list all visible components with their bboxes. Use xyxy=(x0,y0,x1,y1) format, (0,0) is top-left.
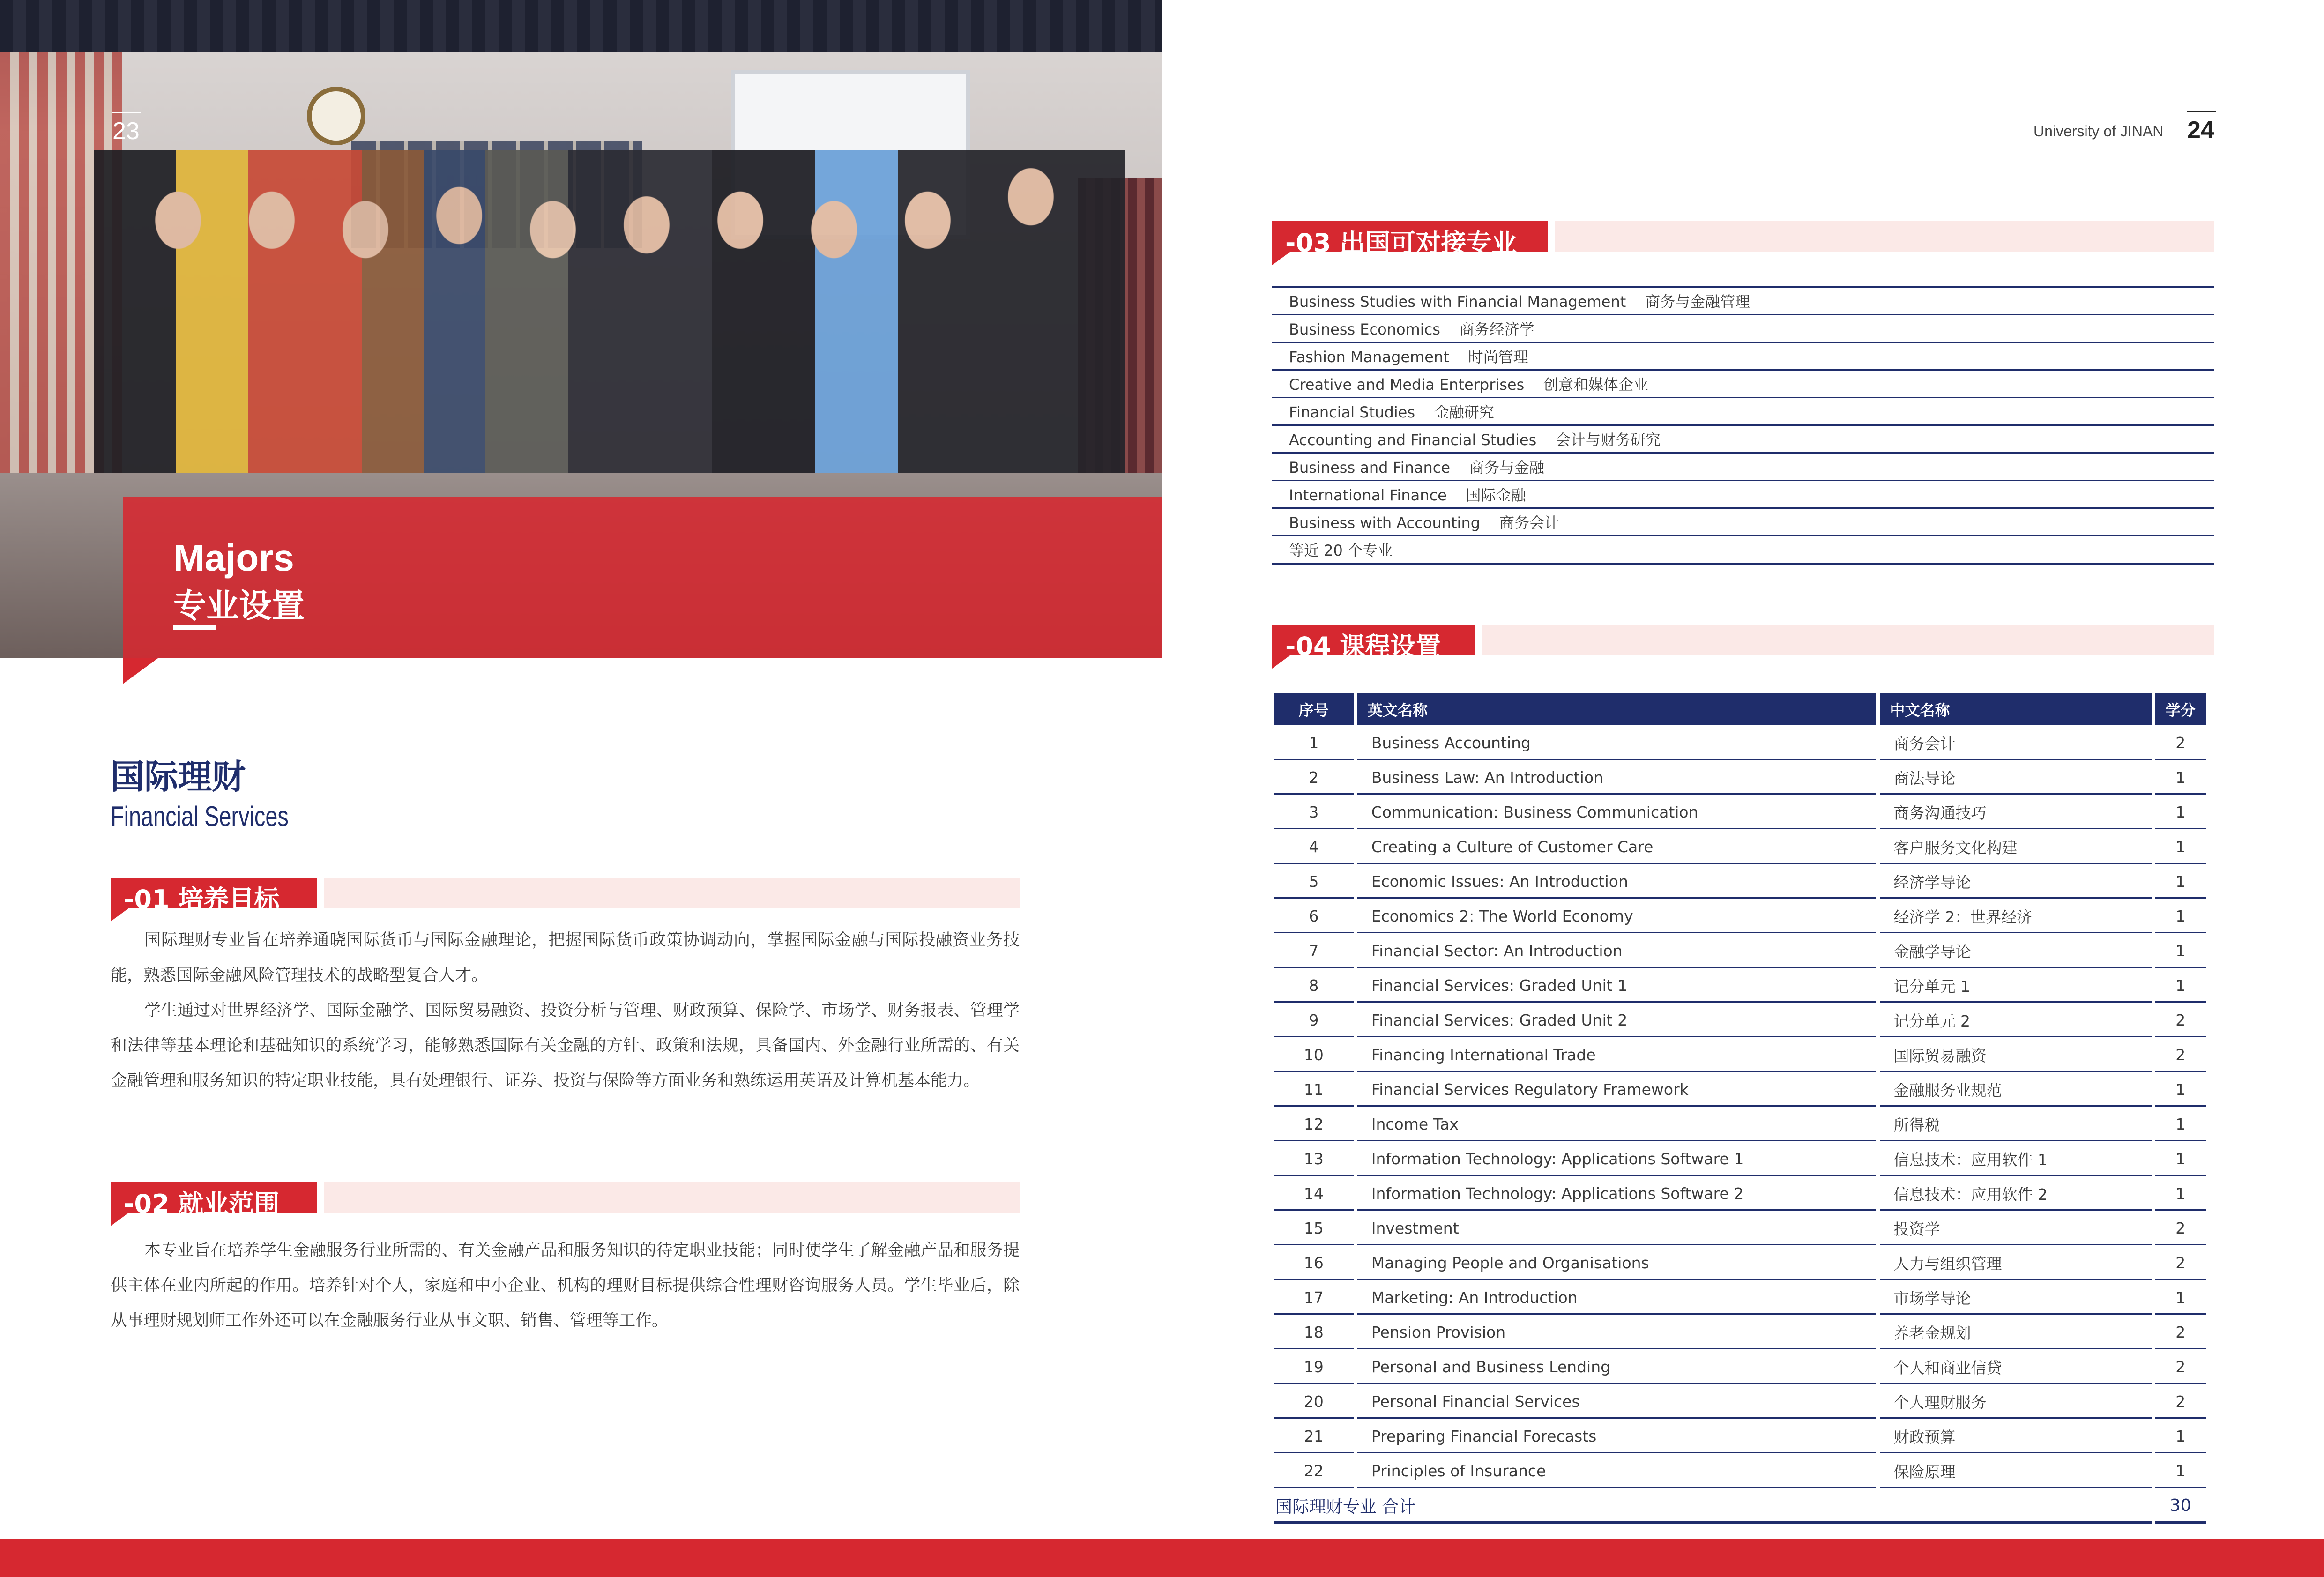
cell-credits: 1 xyxy=(2155,1419,2206,1453)
cell-index: 18 xyxy=(1274,1315,1354,1349)
cell-chinese-name: 金融服务业规范 xyxy=(1880,1072,2152,1107)
cell-chinese-name: 经济学导论 xyxy=(1880,864,2152,899)
column-header-english: 英文名称 xyxy=(1357,693,1876,725)
section-heading-employment xyxy=(111,1182,1020,1219)
cell-english-name: Financial Sector: An Introduction xyxy=(1357,933,1876,968)
cell-chinese-name: 信息技术：应用软件 1 xyxy=(1880,1141,2152,1176)
cell-credits: 1 xyxy=(2155,1176,2206,1211)
column-header-index: 序号 xyxy=(1274,693,1354,725)
cell-credits: 1 xyxy=(2155,933,2206,968)
paragraph: 学生通过对世界经济学、国际金融学、国际贸易融资、投资分析与管理、财政预算、保险学、市场学、财务报表、管理学和法律等基本理论和基础知识的系统学习，能够熟悉国际有关金融的方针、政策和法规，具备国内、外金融行业所需的、有关金融管理和服务知识的特定职业技能，具有处理银行、证券、投资与保险等方面业务和熟练运用英语及计算机基本能力。 xyxy=(111,1001,1020,1090)
section-heading-text: -04 课程设置 xyxy=(1285,632,1441,661)
table-header-row xyxy=(1274,693,2206,725)
section-heading-band xyxy=(324,1182,1020,1213)
cell-credits: 1 xyxy=(2155,1072,2206,1107)
paragraph: 本专业旨在培养学生金融服务行业所需的、有关金融产品和服务知识的待定职业技能；同时使学生了解金融产品和服务提供主体在业内所起的作用。培养针对个人，家庭和中小企业、机构的理财目标提供综合性理财咨询服务人员。学生毕业后，除从事理财规划师工作外还可以在金融服务行业从事文职、销售、管理等工作。 xyxy=(111,1241,1020,1330)
table-row xyxy=(1274,1280,2206,1315)
cell-index: 4 xyxy=(1274,829,1354,864)
cell-credits: 1 xyxy=(2155,795,2206,829)
cell-english-name: Information Technology: Applications Software 1 xyxy=(1357,1141,1876,1176)
cell-credits: 2 xyxy=(2155,1349,2206,1384)
cell-index: 21 xyxy=(1274,1419,1354,1453)
cell-chinese-name: 金融学导论 xyxy=(1880,933,2152,968)
section-heading-tail xyxy=(111,908,128,922)
section-text-employment xyxy=(111,1233,1020,1339)
list-item: Business and Finance 商务与金融 xyxy=(1272,454,2214,481)
total-label: 国际理财专业 合计 xyxy=(1274,1488,2152,1524)
cell-chinese-name: 客户服务文化构建 xyxy=(1880,829,2152,864)
photo-people xyxy=(94,150,1125,506)
table-row xyxy=(1274,1107,2206,1141)
cell-chinese-name: 人力与组织管理 xyxy=(1880,1245,2152,1280)
cell-chinese-name: 商务会计 xyxy=(1880,725,2152,760)
photo-ceiling xyxy=(0,0,1162,52)
cell-index: 2 xyxy=(1274,760,1354,795)
table-row xyxy=(1274,1072,2206,1107)
cell-credits: 1 xyxy=(2155,1453,2206,1488)
list-item: Accounting and Financial Studies 会计与财务研究 xyxy=(1272,426,2214,454)
table-row xyxy=(1274,829,2206,864)
cell-index: 19 xyxy=(1274,1349,1354,1384)
page-number-rule xyxy=(112,112,141,113)
cell-english-name: Business Law: An Introduction xyxy=(1357,760,1876,795)
cell-chinese-name: 商务沟通技巧 xyxy=(1880,795,2152,829)
cell-english-name: Creating a Culture of Customer Care xyxy=(1357,829,1876,864)
section-heading-band xyxy=(1555,221,2214,252)
cell-credits: 2 xyxy=(2155,1003,2206,1037)
cell-credits: 1 xyxy=(2155,864,2206,899)
table-row xyxy=(1274,968,2206,1003)
section-heading-text: -03 出国可对接专业 xyxy=(1285,228,1517,258)
cell-index: 11 xyxy=(1274,1072,1354,1107)
cell-chinese-name: 商法导论 xyxy=(1880,760,2152,795)
table-row xyxy=(1274,760,2206,795)
cell-index: 1 xyxy=(1274,725,1354,760)
cell-chinese-name: 记分单元 2 xyxy=(1880,1003,2152,1037)
table-total-row xyxy=(1274,1488,2206,1524)
cell-index: 8 xyxy=(1274,968,1354,1003)
cell-credits: 1 xyxy=(2155,968,2206,1003)
cell-credits: 2 xyxy=(2155,1211,2206,1245)
section-heading-band xyxy=(1482,625,2214,655)
cell-chinese-name: 国际贸易融资 xyxy=(1880,1037,2152,1072)
list-item: Business with Accounting 商务会计 xyxy=(1272,509,2214,536)
cell-credits: 1 xyxy=(2155,1107,2206,1141)
table-row xyxy=(1274,1211,2206,1245)
major-title-zh: 国际理财 xyxy=(111,757,246,796)
section-heading-partner-majors xyxy=(1272,221,2214,258)
banner-title-zh: 专业设置 xyxy=(173,587,305,625)
cell-chinese-name: 个人理财服务 xyxy=(1880,1384,2152,1419)
table-row xyxy=(1274,1349,2206,1384)
partner-majors-list xyxy=(1272,286,2214,565)
cell-chinese-name: 财政预算 xyxy=(1880,1419,2152,1453)
cell-english-name: Personal Financial Services xyxy=(1357,1384,1876,1419)
cell-english-name: Information Technology: Applications Software 2 xyxy=(1357,1176,1876,1211)
page-number-left: 23 xyxy=(112,118,140,145)
column-header-credits: 学分 xyxy=(2155,693,2206,725)
cell-english-name: Financial Services Regulatory Framework xyxy=(1357,1072,1876,1107)
cell-english-name: Investment xyxy=(1357,1211,1876,1245)
cell-index: 16 xyxy=(1274,1245,1354,1280)
cell-index: 12 xyxy=(1274,1107,1354,1141)
banner-title-en: Majors xyxy=(173,537,294,579)
cell-english-name: Economic Issues: An Introduction xyxy=(1357,864,1876,899)
table-row xyxy=(1274,1419,2206,1453)
photo-clock xyxy=(307,87,365,145)
banner-flag-tab xyxy=(123,658,158,684)
list-item: Creative and Media Enterprises 创意和媒体企业 xyxy=(1272,371,2214,398)
cell-chinese-name: 经济学 2：世界经济 xyxy=(1880,899,2152,933)
cell-credits: 1 xyxy=(2155,899,2206,933)
table-row xyxy=(1274,1037,2206,1072)
cell-index: 9 xyxy=(1274,1003,1354,1037)
cell-index: 17 xyxy=(1274,1280,1354,1315)
cell-english-name: Principles of Insurance xyxy=(1357,1453,1876,1488)
curriculum-table-body xyxy=(1274,725,2206,1524)
cell-english-name: Preparing Financial Forecasts xyxy=(1357,1419,1876,1453)
table-row xyxy=(1274,1453,2206,1488)
cell-index: 10 xyxy=(1274,1037,1354,1072)
section-heading-training-goals xyxy=(111,878,1020,914)
page-number-right: 24 xyxy=(2187,117,2214,144)
cell-english-name: Personal and Business Lending xyxy=(1357,1349,1876,1384)
cell-english-name: Pension Provision xyxy=(1357,1315,1876,1349)
list-item: 等近 20 个专业 xyxy=(1272,536,2214,565)
table-row xyxy=(1274,1245,2206,1280)
cell-english-name: Managing People and Organisations xyxy=(1357,1245,1876,1280)
paragraph: 国际理财专业旨在培养通晓国际货币与国际金融理论，把握国际货币政策协调动向，掌握国际金融与国际投融资业务技能，熟悉国际金融风险管理技术的战略型复合人才。 xyxy=(111,931,1020,985)
cell-credits: 2 xyxy=(2155,1384,2206,1419)
cell-chinese-name: 养老金规划 xyxy=(1880,1315,2152,1349)
cell-chinese-name: 市场学导论 xyxy=(1880,1280,2152,1315)
list-item: International Finance 国际金融 xyxy=(1272,481,2214,509)
section-heading-text: -01 培养目标 xyxy=(124,885,280,914)
cell-credits: 1 xyxy=(2155,1280,2206,1315)
page-number-rule xyxy=(2187,111,2216,112)
cell-credits: 1 xyxy=(2155,760,2206,795)
list-item: Business Studies with Financial Management 商务与金融管理 xyxy=(1272,288,2214,315)
table-row xyxy=(1274,899,2206,933)
list-item: Fashion Management 时尚管理 xyxy=(1272,343,2214,371)
curriculum-table xyxy=(1271,693,2210,1524)
table-row xyxy=(1274,795,2206,829)
cell-credits: 2 xyxy=(2155,1245,2206,1280)
cell-english-name: Marketing: An Introduction xyxy=(1357,1280,1876,1315)
section-heading-tail xyxy=(1272,252,1290,265)
cell-chinese-name: 所得税 xyxy=(1880,1107,2152,1141)
table-row xyxy=(1274,725,2206,760)
section-heading-band xyxy=(324,878,1020,908)
cell-index: 14 xyxy=(1274,1176,1354,1211)
section-heading-text: -02 就业范围 xyxy=(124,1189,280,1219)
cell-english-name: Income Tax xyxy=(1357,1107,1876,1141)
cell-index: 3 xyxy=(1274,795,1354,829)
column-header-chinese: 中文名称 xyxy=(1880,693,2152,725)
list-item: Financial Studies 金融研究 xyxy=(1272,398,2214,426)
cell-index: 7 xyxy=(1274,933,1354,968)
table-row xyxy=(1274,1315,2206,1349)
cell-index: 13 xyxy=(1274,1141,1354,1176)
cell-index: 15 xyxy=(1274,1211,1354,1245)
cell-chinese-name: 记分单元 1 xyxy=(1880,968,2152,1003)
section-text-training-goals xyxy=(111,923,1020,1099)
footer-bar xyxy=(0,1539,2324,1577)
table-row xyxy=(1274,1176,2206,1211)
cell-credits: 1 xyxy=(2155,829,2206,864)
banner-underline xyxy=(173,625,216,630)
table-row xyxy=(1274,1141,2206,1176)
cell-english-name: Financing International Trade xyxy=(1357,1037,1876,1072)
section-heading-curriculum xyxy=(1272,625,2214,661)
cell-english-name: Communication: Business Communication xyxy=(1357,795,1876,829)
cell-credits: 2 xyxy=(2155,725,2206,760)
section-heading-tail xyxy=(1272,655,1290,669)
cell-english-name: Financial Services: Graded Unit 1 xyxy=(1357,968,1876,1003)
cell-credits: 2 xyxy=(2155,1037,2206,1072)
cell-index: 22 xyxy=(1274,1453,1354,1488)
total-value: 30 xyxy=(2155,1488,2206,1524)
university-name: University of JINAN xyxy=(2034,123,2164,140)
cell-english-name: Business Accounting xyxy=(1357,725,1876,760)
table-row xyxy=(1274,1384,2206,1419)
table-row xyxy=(1274,933,2206,968)
table-row xyxy=(1274,1003,2206,1037)
cell-english-name: Economics 2: The World Economy xyxy=(1357,899,1876,933)
list-item: Business Economics 商务经济学 xyxy=(1272,315,2214,343)
cell-chinese-name: 投资学 xyxy=(1880,1211,2152,1245)
section-heading-tail xyxy=(111,1213,128,1226)
cell-credits: 2 xyxy=(2155,1315,2206,1349)
cell-index: 20 xyxy=(1274,1384,1354,1419)
cell-chinese-name: 保险原理 xyxy=(1880,1453,2152,1488)
cell-english-name: Financial Services: Graded Unit 2 xyxy=(1357,1003,1876,1037)
cell-chinese-name: 个人和商业信贷 xyxy=(1880,1349,2152,1384)
cell-index: 5 xyxy=(1274,864,1354,899)
major-title-en: Financial Services xyxy=(111,801,289,832)
cell-chinese-name: 信息技术：应用软件 2 xyxy=(1880,1176,2152,1211)
cell-credits: 1 xyxy=(2155,1141,2206,1176)
table-row xyxy=(1274,864,2206,899)
cell-index: 6 xyxy=(1274,899,1354,933)
